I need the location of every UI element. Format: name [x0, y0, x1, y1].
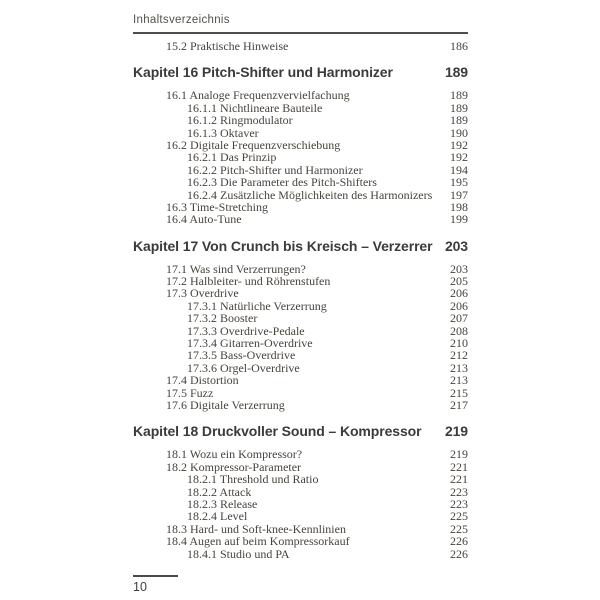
- toc-item-label: 18.1 Wozu ein Kompressor?: [166, 447, 303, 462]
- toc-item-row: [133, 349, 468, 361]
- toc-item-label: 17.3.6 Orgel-Overdrive: [187, 360, 300, 375]
- toc-item-page: 225: [450, 509, 468, 524]
- toc-item-page: 223: [450, 484, 468, 499]
- toc-item-page: 199: [450, 212, 468, 227]
- toc-item-row: [133, 374, 468, 386]
- toc-item-page: 205: [450, 274, 468, 289]
- toc-item-label: 17.3.4 Gitarren-Overdrive: [187, 336, 313, 351]
- toc-chapter-page: 219: [444, 423, 468, 440]
- toc-item-page: 206: [450, 286, 468, 301]
- toc-item-row: [133, 448, 468, 460]
- toc-item-page: 223: [450, 496, 468, 511]
- toc-item-label: 17.2 Halbleiter- und Röhrenstufen: [166, 274, 331, 289]
- toc-item-row: [133, 337, 468, 349]
- toc-chapter-label: Kapitel 17 Von Crunch bis Kreisch – Verzerrer: [133, 237, 433, 254]
- toc-item-page: 213: [450, 373, 468, 388]
- toc-item-page: 192: [450, 137, 468, 152]
- toc-item-label: 15.2 Praktische Hinweise: [166, 39, 289, 53]
- toc-item-row: [133, 40, 468, 52]
- toc-item-row: [133, 213, 468, 225]
- toc-item-page: 207: [450, 311, 468, 326]
- toc-item-label: 17.1 Was sind Verzerrungen?: [166, 261, 306, 276]
- toc-item-label: 17.3 Overdrive: [166, 286, 239, 301]
- footer-page-number: 10: [133, 580, 147, 594]
- toc-content: [133, 14, 468, 560]
- toc-item-label: 18.2.4 Level: [187, 509, 248, 524]
- toc-item-label: 17.3.3 Overdrive-Pedale: [187, 323, 305, 338]
- toc-item-label: 16.1.3 Oktaver: [187, 125, 259, 140]
- toc-item-label: 17.5 Fuzz: [166, 385, 214, 400]
- toc-item-page: 190: [450, 125, 468, 140]
- toc-item-page: 226: [450, 546, 468, 561]
- toc-item-label: 17.6 Digitale Verzerrung: [166, 397, 285, 412]
- toc-chapter-page: 203: [444, 237, 468, 254]
- toc-item-label: 16.2.3 Die Parameter des Pitch-Shifters: [187, 175, 377, 190]
- toc-item-label: 17.4 Distortion: [166, 373, 239, 388]
- toc-item-page: 226: [450, 534, 468, 549]
- toc-item-page: 217: [450, 397, 468, 412]
- toc-item-page: 194: [450, 162, 468, 177]
- toc-item-row: [133, 312, 468, 324]
- toc-chapter-label: Kapitel 18 Druckvoller Sound – Kompressor: [133, 423, 422, 440]
- toc-item-label: 17.3.2 Booster: [187, 311, 258, 326]
- toc-item-label: 16.2.1 Das Prinzip: [187, 150, 277, 165]
- toc-item-label: 16.1.2 Ringmodulator: [187, 113, 293, 128]
- toc-item-label: 18.4.1 Studio und PA: [187, 546, 290, 561]
- toc-item-row: [133, 139, 468, 151]
- toc-item-label: 16.1 Analoge Frequenzvervielfachung: [166, 88, 350, 103]
- toc-item-page: 221: [450, 472, 468, 487]
- toc-chapter-page: 189: [444, 64, 468, 81]
- toc-item-row: [133, 486, 468, 498]
- toc-item-label: 17.3.5 Bass-Overdrive: [187, 348, 296, 363]
- toc-item-page: 192: [450, 150, 468, 165]
- toc-item-label: 18.2.2 Attack: [187, 484, 252, 499]
- toc-item-label: 16.4 Auto-Tune: [166, 212, 242, 227]
- toc-item-label: 18.2.1 Threshold und Ratio: [187, 472, 319, 487]
- toc-item-page: 197: [450, 187, 468, 202]
- toc-item-row: [133, 114, 468, 126]
- toc-item-row: [133, 89, 468, 101]
- toc-list: [133, 40, 468, 560]
- toc-chapter-row: [133, 423, 468, 440]
- toc-item-row: [133, 176, 468, 188]
- toc-chapter-row: [133, 238, 468, 255]
- toc-item-label: 16.3 Time-Stretching: [166, 199, 269, 214]
- page-header-title: Inhaltsverzeichnis: [133, 14, 468, 34]
- toc-chapter-label: Kapitel 16 Pitch-Shifter und Harmonizer: [133, 64, 393, 81]
- toc-item-page: 212: [450, 348, 468, 363]
- toc-item-row: [133, 151, 468, 163]
- toc-item-row: [133, 498, 468, 510]
- toc-item-row: [133, 399, 468, 411]
- toc-item-label: 18.3 Hard- und Soft-knee-Kennlinien: [166, 521, 346, 536]
- toc-item-page: 206: [450, 298, 468, 313]
- toc-item-page: 213: [450, 360, 468, 375]
- toc-chapter-row: [133, 64, 468, 81]
- toc-item-page: 186: [450, 39, 468, 53]
- toc-item-page: 198: [450, 199, 468, 214]
- toc-item-page: 208: [450, 323, 468, 338]
- toc-item-page: 189: [450, 113, 468, 128]
- toc-item-row: [133, 473, 468, 485]
- toc-item-page: 203: [450, 261, 468, 276]
- toc-item-label: 16.2.4 Zusätzliche Möglichkeiten des Harmonizers: [187, 187, 433, 202]
- toc-item-label: 18.2 Kompressor-Parameter: [166, 459, 302, 474]
- toc-item-row: [133, 300, 468, 312]
- toc-item-page: 225: [450, 521, 468, 536]
- toc-item-row: [133, 287, 468, 299]
- toc-item-label: 16.2.2 Pitch-Shifter und Harmonizer: [187, 162, 363, 177]
- toc-item-page: 219: [450, 447, 468, 462]
- toc-item-label: 18.2.3 Release: [187, 496, 258, 511]
- toc-item-page: 210: [450, 336, 468, 351]
- toc-item-row: [133, 535, 468, 547]
- toc-item-label: 18.4 Augen auf beim Kompressorkauf: [166, 534, 350, 549]
- toc-item-row: [133, 548, 468, 560]
- footer-divider: [133, 575, 178, 577]
- toc-item-page: 215: [450, 385, 468, 400]
- toc-item-page: 195: [450, 175, 468, 190]
- toc-item-row: [133, 510, 468, 522]
- toc-item-page: 189: [450, 100, 468, 115]
- toc-item-page: 189: [450, 88, 468, 103]
- toc-item-label: 16.1.1 Nichtlineare Bauteile: [187, 100, 323, 115]
- toc-item-label: 17.3.1 Natürliche Verzerrung: [187, 298, 327, 313]
- toc-item-label: 16.2 Digitale Frequenzverschiebung: [166, 137, 341, 152]
- toc-item-row: [133, 102, 468, 114]
- toc-item-page: 221: [450, 459, 468, 474]
